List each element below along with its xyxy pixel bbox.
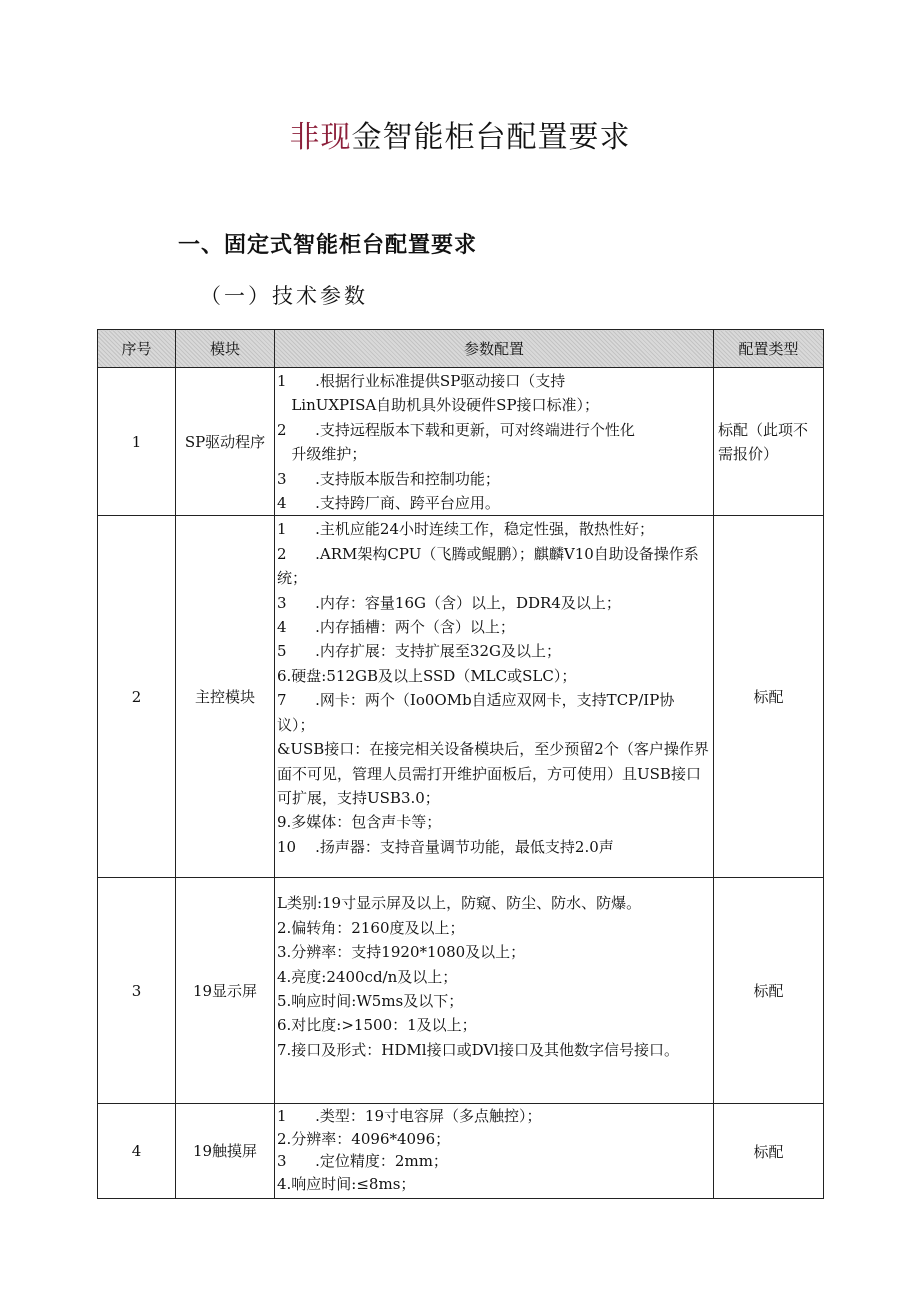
row-module: 19触摸屏 [176, 1104, 275, 1199]
subsection-heading: （一）技术参数 [200, 284, 368, 308]
param-line: 3 .定位精度：2mm； [277, 1152, 448, 1171]
param-line: 5.响应时间:W5ms及以下； [277, 992, 464, 1011]
row-type: 标配 [714, 878, 824, 1104]
param-line: 7 .网卡：两个（Io0OMb自适应双网卡，支持TCP/IP协议）； [277, 691, 675, 734]
param-line: 5 .内存扩展：支持扩展至32G及以上； [277, 642, 561, 661]
section-heading: 一、固定式智能柜台配置要求 [178, 233, 478, 258]
row-module: 19显示屏 [176, 878, 275, 1104]
row-params [275, 368, 714, 516]
param-line: 1 .根据行业标准提供SP驱动接口（支持 [277, 372, 566, 390]
header-module: 模块 [176, 330, 275, 368]
param-line: 4.响应时间:≤8ms； [277, 1174, 416, 1193]
param-line: 3 .内存：容量16G（含）以上，DDR4及以上； [277, 593, 621, 612]
param-line: 2 .支持远程版本下载和更新，可对终端进行个性化 [277, 420, 635, 439]
param-line: 2.偏转角：2160度及以上； [277, 918, 465, 937]
row-no: 3 [98, 878, 176, 1104]
spec-table [97, 329, 824, 1199]
header-type: 配置类型 [714, 330, 824, 368]
row-no: 2 [98, 516, 176, 878]
table-header-row [98, 330, 824, 368]
row-params [275, 1104, 714, 1199]
row-no: 4 [98, 1104, 176, 1199]
row-module: 主控模块 [176, 516, 275, 878]
param-line: 1 .类型：19寸电容屏（多点触控）； [277, 1107, 542, 1126]
header-no: 序号 [98, 330, 176, 368]
row-type: 标配（此项不需报价） [714, 368, 824, 516]
param-line: 10 .扬声器：支持音量调节功能，最低支持2.0声 [277, 837, 614, 856]
param-line: 升级维护； [277, 445, 367, 464]
table-row [98, 1104, 824, 1199]
param-line: 9.多媒体：包含声卡等； [277, 813, 442, 832]
document-title [0, 112, 920, 156]
param-line: 4 .内存插槽：两个（含）以上； [277, 618, 515, 637]
table-row [98, 368, 824, 516]
param-line: 6.硬盘:512GB及以上SSD（MLC或SLC）； [277, 666, 577, 685]
param-line: 4.亮度:2400cd/n及以上； [277, 967, 458, 986]
param-line: 1 .主机应能24小时连续工作，稳定性强，散热性好； [277, 520, 655, 539]
row-params [275, 878, 714, 1104]
param-line: 2.分辨率：4096*4096； [277, 1129, 451, 1148]
param-line: 3.分辨率：支持1920*1080及以上； [277, 943, 526, 962]
param-line: L类别:19寸显示屏及以上，防窥、防尘、防水、防爆。 [277, 894, 642, 913]
title-accent: 非现 [289, 120, 352, 155]
table-row [98, 878, 824, 1104]
param-line: &USB接口：在接完相关设备模块后，至少预留2个（客户操作界面不可见，管理人员需打开维护面板后，方可使用）且USB接口可扩展，支持USB3.0； [277, 740, 709, 807]
param-line: LinUXPISA自助机具外设硬件SP接口标准）； [277, 396, 600, 415]
row-type: 标配 [714, 516, 824, 878]
param-line: 2 .ARM架构CPU（飞腾或鲲鹏）；麒麟V10自助设备操作系统； [277, 544, 699, 588]
title-rest: 金智能柜台配置要求 [351, 120, 631, 155]
param-line: 6.对比度:>1500：1及以上； [277, 1016, 477, 1035]
row-module: SP驱动程序 [176, 368, 275, 516]
row-params [275, 516, 714, 878]
row-no: 1 [98, 368, 176, 516]
row-type: 标配 [714, 1104, 824, 1199]
param-line: 3 .支持版本版告和控制功能； [277, 469, 500, 488]
table-row [98, 516, 824, 878]
param-line: 7.接口及形式：HDMl接口或DVl接口及其他数字信号接口。 [277, 1040, 679, 1059]
param-line: 4 .支持跨厂商、跨平台应用。 [277, 494, 500, 513]
header-params: 参数配置 [275, 330, 714, 368]
